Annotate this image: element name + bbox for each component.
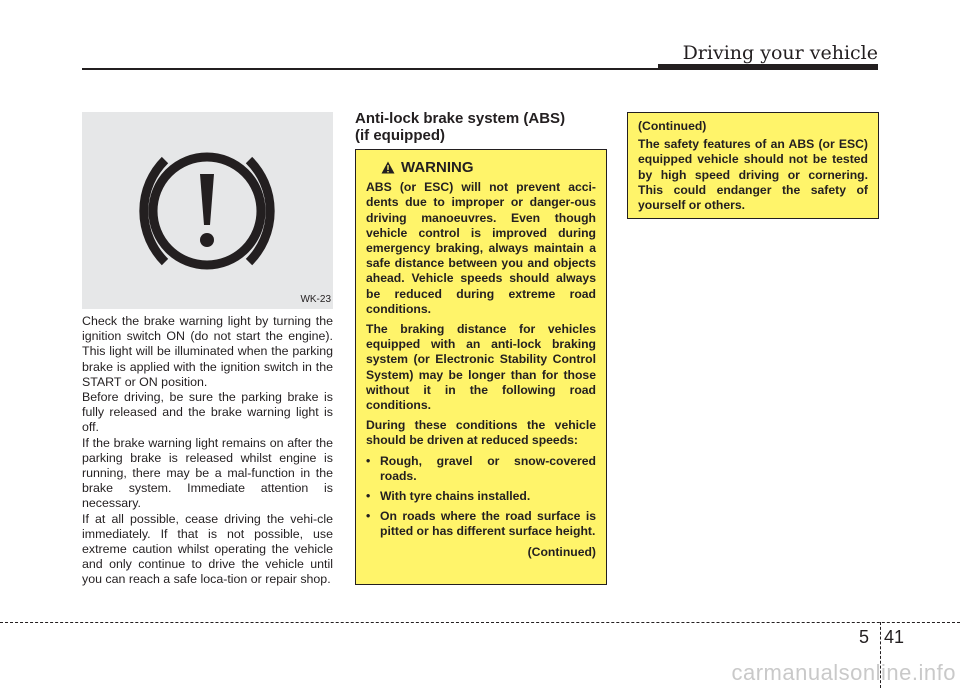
continued-label: (Continued) xyxy=(527,544,596,559)
warning-bullet: • On roads where the road surface is pitted or has different surface height. xyxy=(366,509,596,539)
warning-bullet-list xyxy=(366,454,596,540)
watermark: carmanualsonline.info xyxy=(731,660,956,685)
continued-warning-box xyxy=(627,112,879,219)
section-number: 5 xyxy=(859,627,870,647)
page-number: 41 xyxy=(884,627,905,647)
brake-warning-figure xyxy=(82,112,333,309)
paragraph: If at all possible, cease driving the vehi-cle immediately. If that is not possible, use extreme caution whilst operating the vehicle and only continue to drive the vehicle until you can reach a safe loca-tion or repair shop. xyxy=(82,511,333,587)
warning-title-text: WARNING xyxy=(401,159,474,176)
abs-heading-line2: (if equipped) xyxy=(355,127,445,144)
paragraph: Check the brake warning light by turning the ignition switch ON (do not start the engine). This light will be illuminated when the parking brake is applied with the ignition switch in the START or ON position. xyxy=(82,314,333,389)
abs-heading xyxy=(355,110,606,144)
abs-heading-line1: Anti-lock brake system (ABS) xyxy=(355,110,566,127)
warning-paragraph: The braking distance for vehicles equipped with an anti-lock braking system (or Electronic Stability Control System) may be longer than for those without it in the following road conditions. xyxy=(366,322,596,413)
figure-code: WK-23 xyxy=(300,294,331,305)
warning-bullet: • Rough, gravel or snow-covered roads. xyxy=(366,454,596,484)
continued-text: The safety features of an ABS (or ESC) equipped vehicle should not be tested by high speed driving or cornering. This could endanger the safety of yourself or others. xyxy=(638,137,868,213)
warning-paragraph: During these conditions the vehicle should be driven at reduced speeds: xyxy=(366,418,596,448)
paragraph: Before driving, be sure the parking brake is fully released and the brake warning light is off. xyxy=(82,390,333,435)
warning-triangle-icon xyxy=(381,161,395,174)
continued-label: (Continued) xyxy=(638,119,707,133)
warning-paragraph: ABS (or ESC) will not prevent acci-dents due to improper or danger-ous driving manoeuvres. Even though vehicle control is improved during emergency braking, always maintain a safe distance between you and objects ahead. Vehicle speeds should always be reduced during extreme road conditions. xyxy=(366,180,596,316)
brake-warning-icon xyxy=(82,112,333,309)
section-title: Driving your vehicle xyxy=(682,42,878,64)
warning-bullet: • With tyre chains installed. xyxy=(366,489,596,504)
brake-warning-text xyxy=(82,314,333,588)
warning-title xyxy=(366,160,596,175)
paragraph: If the brake warning light remains on after the parking brake is released whilst engine is running, there may be a mal-function in the brake system. Immediate attention is necessary. xyxy=(82,435,333,511)
header-rule-accent xyxy=(658,64,878,70)
warning-box xyxy=(355,149,607,585)
footer-rule xyxy=(0,622,960,623)
